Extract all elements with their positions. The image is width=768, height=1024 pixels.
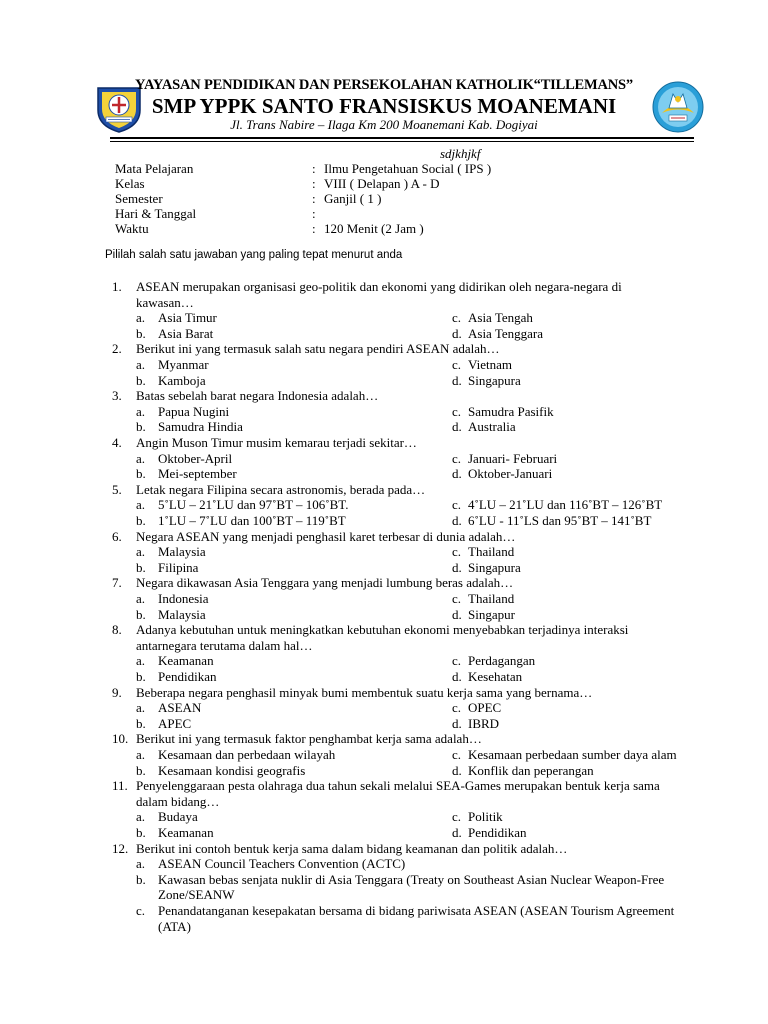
- option-letter: d.: [452, 669, 462, 684]
- info-label: Waktu: [115, 221, 149, 236]
- option-letter: b.: [136, 325, 146, 341]
- question-text: Negara dikawasan Asia Tenggara yang menjadi lumbung beras adalah…: [136, 575, 514, 591]
- question-text: Berikut ini yang termasuk salah satu negara pendiri ASEAN adalah…: [136, 341, 500, 357]
- option-text: OPEC: [468, 700, 502, 716]
- option-letter: b.: [136, 762, 146, 778]
- option-letter: d.: [452, 325, 462, 341]
- question-text: Negara ASEAN yang menjadi penghasil karet terbesar di dunia adalah…: [136, 528, 516, 544]
- option-text: Konflik dan peperangan: [468, 762, 594, 778]
- option-letter: a.: [136, 591, 146, 606]
- option-letter: c.: [452, 747, 462, 762]
- option-text: Singapura: [468, 559, 521, 575]
- question-number: 5.: [112, 481, 122, 497]
- option-text: Kawasan bebas senjata nuklir di Asia Tenggara (Treaty on Southeast Asian Nuclear Weapon-Free: [158, 871, 665, 887]
- option-letter: c.: [452, 357, 462, 372]
- option-letter: c.: [136, 903, 146, 918]
- option-text: Politik: [468, 809, 503, 825]
- question-text: Berikut ini contoh bentuk kerja sama dalam bidang keamanan dan politik adalah…: [136, 840, 568, 856]
- option-text: Singapura: [468, 372, 521, 388]
- option-text: 5˚LU – 21˚LU dan 97˚BT – 106˚BT.: [158, 497, 349, 513]
- option-letter: c.: [452, 403, 462, 419]
- option-text: Indonesia: [158, 591, 209, 606]
- option-text: Kesehatan: [468, 669, 523, 684]
- info-label: Semester: [115, 191, 163, 206]
- option-text: Myanmar: [158, 357, 209, 372]
- option-text: Oktober-April: [158, 450, 233, 466]
- option-letter: a.: [136, 310, 146, 326]
- option-text: Oktober-Januari: [468, 466, 553, 482]
- option-text: Januari- Februari: [468, 450, 558, 466]
- info-value: VIII ( Delapan ) A - D: [324, 176, 440, 191]
- option-text: Penandatanganan kesepakatan bersama di bidang pariwisata ASEAN (ASEAN Tourism Agreement: [158, 903, 675, 918]
- option-letter: d.: [452, 419, 462, 435]
- question-number: 10.: [112, 731, 129, 747]
- option-text: Samudra Hindia: [158, 419, 243, 435]
- info-colon: :: [312, 161, 316, 176]
- option-letter: b.: [136, 715, 146, 731]
- option-letter: a.: [136, 809, 146, 825]
- option-letter: a.: [136, 747, 146, 762]
- option-letter: c.: [452, 544, 462, 560]
- school-address: Jl. Trans Nabire – Ilaga Km 200 Moanemani Kab. Dogiyai: [230, 117, 538, 132]
- option-text: Kamboja: [158, 372, 206, 388]
- option-text: Asia Barat: [158, 325, 214, 341]
- option-letter: d.: [452, 606, 462, 622]
- option-text: Budaya: [158, 809, 198, 825]
- option-letter: a.: [136, 544, 146, 560]
- option-letter: a.: [136, 497, 146, 513]
- option-text: IBRD: [468, 715, 500, 731]
- question-number: 4.: [112, 435, 122, 450]
- info-colon: :: [312, 206, 316, 221]
- option-letter: b.: [136, 419, 146, 435]
- option-letter: b.: [136, 669, 146, 684]
- option-text: Asia Tengah: [468, 310, 533, 326]
- option-letter: b.: [136, 466, 146, 482]
- option-letter: d.: [452, 513, 462, 528]
- info-value: Ilmu Pengetahuan Social ( IPS ): [324, 161, 492, 176]
- instruction-text: Pililah salah satu jawaban yang paling tepat menurut anda: [105, 249, 403, 261]
- option-text: Zone/SEANW: [158, 887, 235, 903]
- question-text: Penyelenggaraan pesta olahraga dua tahun sekali melalui SEA-Games merupakan bentuk kerja sama: [136, 778, 660, 794]
- option-text: Malaysia: [158, 606, 206, 622]
- question-text: kawasan…: [136, 294, 194, 310]
- option-letter: b.: [136, 825, 146, 840]
- option-text: 1˚LU – 7˚LU dan 100˚BT – 119˚BT: [158, 513, 346, 528]
- option-letter: b.: [136, 871, 146, 887]
- question-text: Batas sebelah barat negara Indonesia adalah…: [136, 388, 379, 404]
- option-text: Kesamaan perbedaan sumber daya alam: [468, 747, 677, 762]
- question-number: 9.: [112, 684, 122, 700]
- option-text: Australia: [468, 419, 516, 435]
- question-number: 8.: [112, 622, 122, 638]
- question-number: 1.: [112, 279, 122, 294]
- info-colon: :: [312, 191, 316, 206]
- question-number: 11.: [112, 778, 128, 794]
- option-text: ASEAN: [158, 700, 202, 716]
- info-colon: :: [312, 221, 316, 236]
- option-text: Asia Timur: [158, 310, 217, 326]
- option-letter: d.: [452, 372, 462, 388]
- option-letter: a.: [136, 450, 146, 466]
- question-number: 2.: [112, 341, 122, 357]
- option-letter: c.: [452, 450, 462, 466]
- question-text: Beberapa negara penghasil minyak bumi membentuk suatu kerja sama yang bernama…: [136, 684, 593, 700]
- option-text: Filipina: [158, 559, 199, 575]
- option-letter: a.: [136, 700, 146, 716]
- option-letter: c.: [452, 653, 462, 669]
- option-letter: c.: [452, 591, 462, 606]
- question-number: 12.: [112, 840, 129, 856]
- option-letter: d.: [452, 762, 462, 778]
- question-text: Letak negara Filipina secara astronomis, berada pada…: [136, 481, 426, 497]
- info-value: 120 Menit (2 Jam ): [324, 221, 424, 236]
- option-letter: d.: [452, 559, 462, 575]
- question-text: Adanya kebutuhan untuk meningkatkan kebutuhan ekonomi menyebabkan terjadinya interaksi: [136, 622, 629, 638]
- option-text: 4˚LU – 21˚LU dan 116˚BT – 126˚BT: [468, 497, 663, 513]
- info-label: Mata Pelajaran: [115, 161, 194, 176]
- option-text: Thailand: [468, 591, 515, 606]
- option-letter: c.: [452, 809, 462, 825]
- option-letter: a.: [136, 856, 146, 872]
- option-text: Kesamaan dan perbedaan wilayah: [158, 747, 336, 762]
- option-text: Keamanan: [158, 825, 214, 840]
- option-letter: b.: [136, 559, 146, 575]
- option-text: Papua Nugini: [158, 403, 230, 419]
- question-text: Angin Muson Timur musim kemarau terjadi sekitar…: [136, 435, 417, 450]
- option-text: Perdagangan: [468, 653, 536, 669]
- option-text: APEC: [158, 715, 192, 731]
- option-letter: c.: [452, 700, 462, 716]
- option-text: Pendidikan: [468, 825, 527, 840]
- option-text: Pendidikan: [158, 669, 217, 684]
- option-letter: d.: [452, 466, 462, 482]
- option-text: (ATA): [158, 918, 191, 934]
- question-text: Berikut ini yang termasuk faktor penghambat kerja sama adalah…: [136, 731, 482, 747]
- option-text: Kesamaan kondisi geografis: [158, 762, 306, 778]
- option-text: Asia Tenggara: [468, 325, 544, 341]
- info-label: Kelas: [115, 176, 145, 191]
- question-text: dalam bidang…: [136, 793, 220, 809]
- option-text: ASEAN Council Teachers Convention (ACTC): [158, 856, 406, 872]
- school-name: SMP YPPK SANTO FRANSISKUS MOANEMANI: [151, 94, 617, 118]
- option-letter: a.: [136, 653, 146, 669]
- option-letter: c.: [452, 310, 462, 326]
- question-number: 3.: [112, 388, 122, 404]
- option-text: Malaysia: [158, 544, 206, 560]
- info-value: Ganjil ( 1 ): [324, 191, 382, 206]
- info-colon: :: [312, 176, 316, 191]
- option-letter: b.: [136, 513, 146, 528]
- question-text: antarnegara terutama dalam hal…: [136, 637, 313, 653]
- question-text: ASEAN merupakan organisasi geo-politik dan ekonomi yang didirikan oleh negara-negara di: [136, 279, 622, 294]
- option-letter: d.: [452, 715, 462, 731]
- option-text: 6˚LU - 11˚LS dan 95˚BT – 141˚BT: [468, 513, 652, 528]
- info-label: Hari & Tanggal: [115, 206, 197, 221]
- option-letter: d.: [452, 825, 462, 840]
- option-letter: b.: [136, 606, 146, 622]
- option-text: Mei-september: [158, 466, 237, 482]
- option-text: Singapur: [468, 606, 515, 622]
- question-number: 7.: [112, 575, 122, 591]
- question-number: 6.: [112, 528, 122, 544]
- option-text: Thailand: [468, 544, 515, 560]
- option-text: Vietnam: [468, 357, 512, 372]
- option-text: Keamanan: [158, 653, 214, 669]
- option-letter: a.: [136, 403, 146, 419]
- option-letter: a.: [136, 357, 146, 372]
- option-text: Samudra Pasifik: [468, 403, 554, 419]
- option-letter: c.: [452, 497, 462, 513]
- exam-code: sdjkhjkf: [440, 146, 481, 161]
- option-letter: b.: [136, 372, 146, 388]
- foundation-name: YAYASAN PENDIDIKAN DAN PERSEKOLAHAN KATHOLIK“TILLEMANS”: [135, 77, 633, 93]
